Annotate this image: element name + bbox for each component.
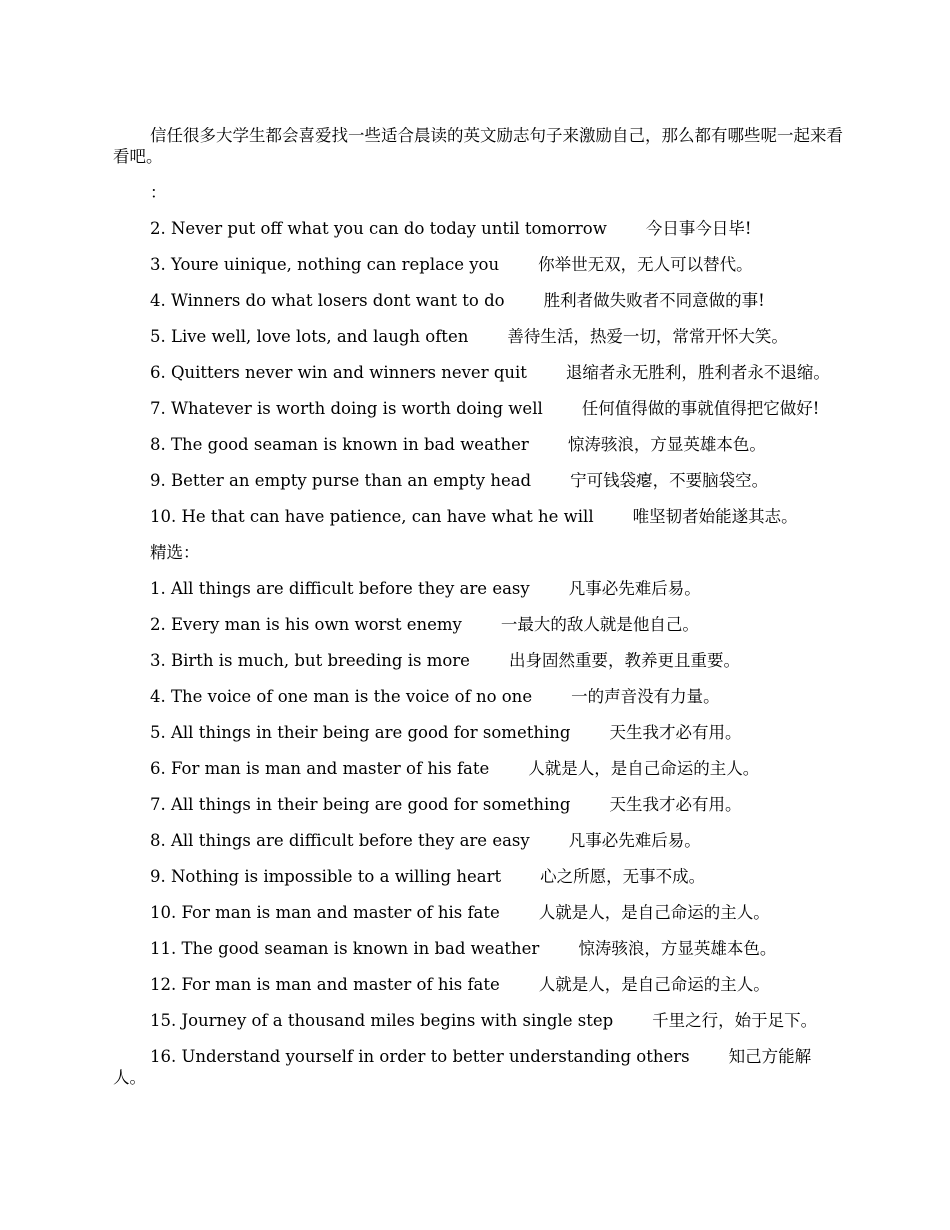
- quote-english: 4. The voice of one man is the voice of no one: [150, 687, 533, 706]
- quote-list-2: [113, 578, 843, 1088]
- quote-item: [113, 758, 843, 779]
- quote-item: [113, 362, 843, 383]
- quote-item: [113, 650, 843, 671]
- quote-chinese: 宁可钱袋瘪，不要脑袋空。: [570, 471, 769, 490]
- quote-chinese: 唯坚韧者始能遂其志。: [632, 507, 798, 526]
- quote-item: [113, 794, 843, 815]
- quote-chinese: 千里之行，始于足下。: [652, 1011, 818, 1030]
- quote-english: 2. Every man is his own worst enemy: [150, 615, 462, 634]
- quote-item: [113, 830, 843, 851]
- quote-chinese: 善待生活，热爱一切，常常开怀大笑。: [507, 327, 788, 346]
- quote-item: [113, 290, 843, 311]
- quote-list-1: [113, 218, 843, 527]
- quote-item: [113, 686, 843, 707]
- quote-chinese: 凡事必先难后易。: [568, 831, 701, 850]
- quote-english: 7. Whatever is worth doing is worth doing well: [150, 399, 543, 418]
- quote-item: [113, 1046, 843, 1088]
- quote-item: [113, 902, 843, 923]
- quote-item: [113, 974, 843, 995]
- quote-chinese: 心之所愿，无事不成。: [540, 867, 706, 886]
- quote-english: 15. Journey of a thousand miles begins with single step: [150, 1011, 614, 1030]
- quote-chinese: 胜利者做失败者不同意做的事!: [543, 291, 765, 310]
- quote-english: 10. He that can have patience, can have what he will: [150, 507, 594, 526]
- quote-item: [113, 434, 843, 455]
- quote-english: 6. For man is man and master of his fate: [150, 759, 490, 778]
- quote-item: [113, 470, 843, 491]
- quote-chinese: 天生我才必有用。: [609, 723, 742, 742]
- quote-item: [113, 254, 843, 275]
- quote-english: 2. Never put off what you can do today until tomorrow: [150, 219, 607, 238]
- quote-chinese: 一的声音没有力量。: [571, 687, 720, 706]
- quote-item: [113, 1010, 843, 1031]
- quote-item: [113, 398, 843, 419]
- section-heading: 精选：: [150, 543, 200, 562]
- document-body: [113, 125, 843, 1103]
- quote-chinese: 出身固然重要，教养更且重要。: [508, 651, 740, 670]
- quote-chinese: 人就是人，是自己命运的主人。: [528, 759, 760, 778]
- quote-item: [113, 578, 843, 599]
- quote-english: 3. Youre uinique, nothing can replace you: [150, 255, 500, 274]
- quote-english: 8. All things are difficult before they are easy: [150, 831, 530, 850]
- quote-english: 1. All things are difficult before they are easy: [150, 579, 530, 598]
- quote-english: 3. Birth is much, but breeding is more: [150, 651, 470, 670]
- quote-chinese: 一最大的敌人就是他自己。: [500, 615, 699, 634]
- quote-item: [113, 506, 843, 527]
- quote-chinese: 惊涛骇浪，方显英雄本色。: [567, 435, 766, 454]
- quote-english: 9. Better an empty purse than an empty head: [150, 471, 532, 490]
- quote-english: 4. Winners do what losers dont want to do: [150, 291, 505, 310]
- quote-chinese: 任何值得做的事就值得把它做好!: [581, 399, 820, 418]
- quote-chinese: 人就是人，是自己命运的主人。: [538, 903, 770, 922]
- quote-english: 5. Live well, love lots, and laugh often: [150, 327, 469, 346]
- colon-line: ：: [150, 183, 167, 202]
- quote-item: [113, 938, 843, 959]
- quote-item: [113, 614, 843, 635]
- quote-english: 12. For man is man and master of his fate: [150, 975, 500, 994]
- quote-english: 8. The good seaman is known in bad weather: [150, 435, 529, 454]
- quote-english: 16. Understand yourself in order to better understanding others: [150, 1047, 690, 1066]
- quote-english: 5. All things in their being are good for something: [150, 723, 571, 742]
- quote-item: [113, 722, 843, 743]
- quote-chinese: 今日事今日毕!: [645, 219, 752, 238]
- quote-item: [113, 866, 843, 887]
- quote-chinese: 知己方能解人。: [113, 1047, 812, 1087]
- quote-chinese: 惊涛骇浪，方显英雄本色。: [578, 939, 777, 958]
- quote-item: [113, 326, 843, 347]
- quote-english: 9. Nothing is impossible to a willing heart: [150, 867, 502, 886]
- quote-chinese: 退缩者永无胜利，胜利者永不退缩。: [565, 363, 830, 382]
- quote-english: 10. For man is man and master of his fate: [150, 903, 500, 922]
- quote-english: 11. The good seaman is known in bad weather: [150, 939, 540, 958]
- intro-paragraph: 信任很多大学生都会喜爱找一些适合晨读的英文励志句子来激励自己，那么都有哪些呢一起来看看吧。: [113, 126, 843, 166]
- quote-item: [113, 218, 843, 239]
- quote-chinese: 你举世无双，无人可以替代。: [538, 255, 753, 274]
- quote-chinese: 凡事必先难后易。: [568, 579, 701, 598]
- quote-chinese: 天生我才必有用。: [609, 795, 742, 814]
- quote-chinese: 人就是人，是自己命运的主人。: [538, 975, 770, 994]
- quote-english: 6. Quitters never win and winners never quit: [150, 363, 527, 382]
- quote-english: 7. All things in their being are good for something: [150, 795, 571, 814]
